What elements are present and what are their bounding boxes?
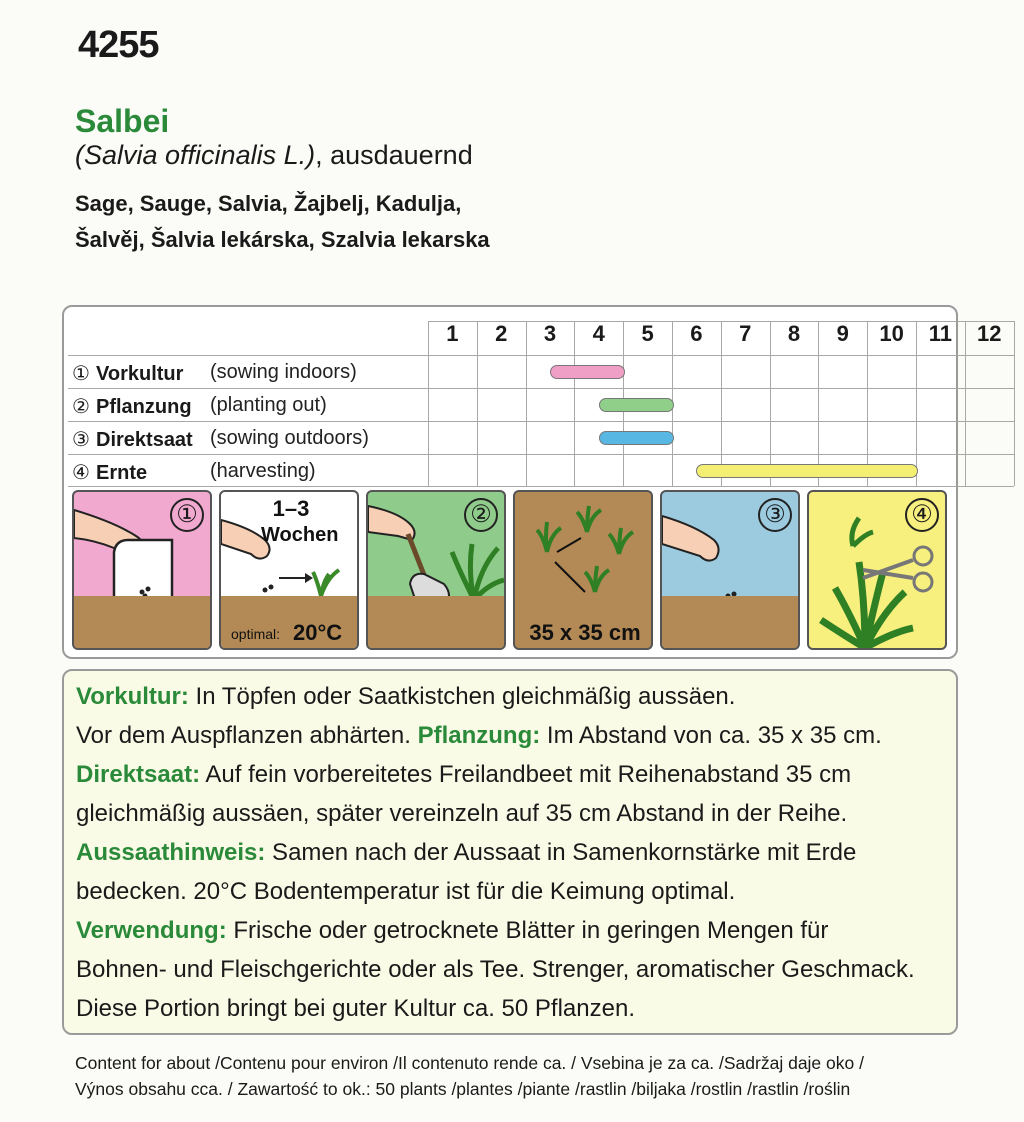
calendar-bar — [696, 464, 918, 478]
row-label-de: Pflanzung — [96, 396, 192, 418]
row-label-en: (sowing indoors) — [210, 361, 357, 383]
month-header: 11 — [928, 321, 953, 346]
latin-name: (Salvia officinalis L.) — [75, 140, 316, 170]
instruction-line: Vorkultur: In Töpfen oder Saatkistchen gleichmäßig aussäen. — [76, 683, 736, 710]
content-note — [75, 1050, 864, 1102]
panel-sowing-indoors — [72, 490, 212, 650]
month-header: 8 — [787, 321, 801, 346]
weeks-unit: Wochen — [261, 524, 339, 546]
panel-spacing — [513, 490, 653, 650]
soil — [368, 596, 504, 648]
month-header: 9 — [836, 321, 849, 346]
calendar-bar — [599, 398, 674, 412]
month-header: 12 — [976, 321, 1002, 346]
product-code: 4255 — [78, 24, 159, 66]
instruction-line: Vor dem Auspflanzen abhärten. Pflanzung: Im Abstand von ca. 35 x 35 cm. — [76, 722, 882, 749]
row-label-en: (harvesting) — [210, 460, 316, 482]
row-number: ④ — [72, 462, 90, 484]
grid-hline — [68, 486, 1014, 487]
latin-name-line — [75, 140, 473, 171]
step-badge-1: ① — [170, 498, 204, 532]
grid-vline — [1014, 321, 1015, 486]
keyword-direktsaat: Direktsaat: — [76, 761, 201, 788]
panel-planting-out — [366, 490, 506, 650]
page-title: Salbei — [75, 103, 170, 139]
month-header: 3 — [543, 321, 557, 346]
soil — [662, 596, 798, 648]
grid-hline — [68, 454, 1014, 455]
temperature-label: 20°C — [293, 620, 343, 645]
names-line-1: Sage, Sauge, Salvia, Žajbelj, Kadulja, — [75, 191, 462, 216]
instructions-box — [62, 669, 958, 1035]
soil — [74, 596, 210, 648]
row-label-de: Vorkultur — [96, 363, 184, 385]
row-label-en: (planting out) — [210, 394, 327, 416]
spacing-label: 35 x 35 cm — [529, 620, 641, 645]
instruction-line: bedecken. 20°C Bodentemperatur ist für die Keimung optimal. — [76, 878, 736, 905]
month-header: 5 — [641, 321, 654, 346]
optimal-label: optimal: — [231, 626, 281, 642]
keyword-verwendung: Verwendung: — [76, 917, 227, 944]
row-number: ② — [72, 396, 90, 418]
instruction-line: gleichmäßig aussäen, später vereinzeln auf 35 cm Abstand in der Reihe. — [76, 800, 848, 827]
month-header: 6 — [690, 321, 703, 346]
month-header: 2 — [495, 321, 508, 346]
instruction-line: Verwendung: Frische oder getrocknete Blätter in geringen Mengen für — [76, 917, 829, 944]
instruction-line: Diese Portion bringt bei guter Kultur ca. 50 Pflanzen. — [76, 995, 635, 1022]
panel-sowing-outdoors — [660, 490, 800, 650]
panel-germination — [219, 490, 359, 650]
row-number: ① — [72, 363, 90, 385]
calendar-grid — [64, 307, 1002, 484]
month-header: 1 — [446, 321, 459, 346]
keyword-pflanzung: Pflanzung: — [417, 722, 541, 749]
calendar-bar — [599, 431, 674, 445]
sowing-calendar — [62, 305, 1002, 659]
names-line-2: Šalvěj, Šalvia lekárska, Szalvia lekarska — [75, 227, 490, 252]
step-badge-2: ② — [464, 498, 498, 532]
grid-hline — [68, 355, 1014, 356]
calendar-row-label — [72, 460, 316, 485]
content-note-line-2: Výnos obsahu cca. / Zawartość to ok.: 50 plants /plantes /piante /rastlin /biljaka /rostlin /rastlin /roślin — [75, 1079, 851, 1099]
month-header: 7 — [739, 321, 752, 346]
calendar-bar — [550, 365, 625, 379]
grid-hline — [68, 388, 1014, 389]
row-label-de: Ernte — [96, 462, 148, 484]
instruction-line: Aussaathinweis: Samen nach der Aussaat in Samenkornstärke mit Erde — [76, 839, 857, 866]
row-number: ③ — [72, 429, 90, 451]
common-names — [75, 186, 490, 258]
grid-hline — [68, 421, 1014, 422]
calendar-row-label — [72, 427, 369, 452]
weeks-label: 1–3 — [272, 496, 310, 521]
step-badge-4: ④ — [905, 498, 939, 532]
content-note-line-1: Content for about /Contenu pour environ /Il contenuto rende ca. / Vsebina je za ca. /Sadržaj daje oko / — [75, 1053, 864, 1073]
month-header: 10 — [879, 321, 904, 346]
keyword-aussaathinweis: Aussaathinweis: — [76, 839, 266, 866]
row-label-en: (sowing outdoors) — [210, 427, 369, 449]
instruction-line: Bohnen- und Fleischgerichte oder als Tee. Strenger, aromatischer Geschmack. — [76, 956, 915, 983]
step-badge-3: ③ — [758, 498, 792, 532]
panel-harvesting — [807, 490, 947, 650]
keyword-vorkultur: Vorkultur: — [76, 683, 189, 710]
instruction-line: Direktsaat: Auf fein vorbereitetes Freilandbeet mit Reihenabstand 35 cm — [76, 761, 852, 788]
calendar-row-label — [72, 361, 357, 386]
row-label-de: Direktsaat — [96, 429, 193, 451]
calendar-row-label — [72, 394, 327, 419]
month-header: 4 — [592, 321, 605, 346]
latin-suffix: , ausdauernd — [315, 140, 473, 170]
